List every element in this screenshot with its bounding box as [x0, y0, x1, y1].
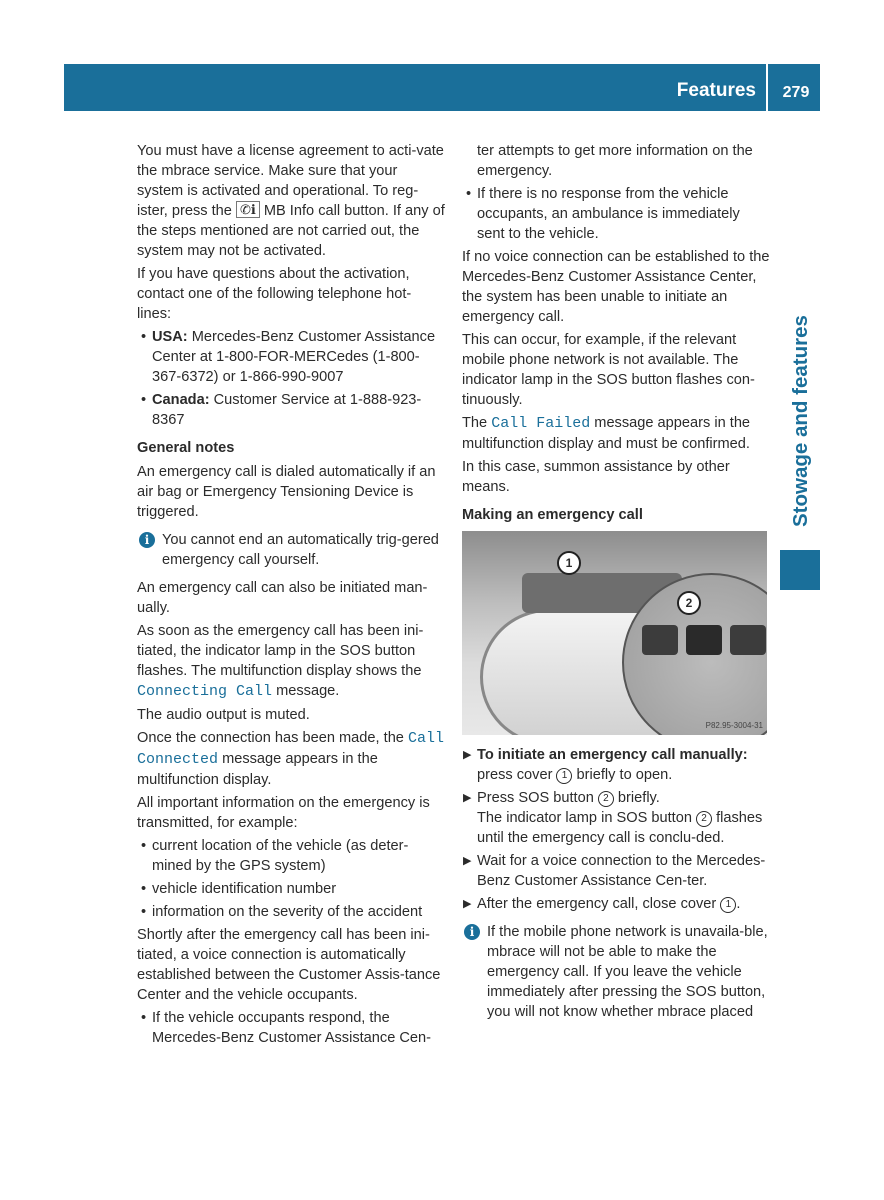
right-column — [462, 141, 770, 1030]
section-title: Features — [676, 80, 756, 101]
callout-2: 2 — [677, 591, 701, 615]
display-message: Call Failed — [491, 415, 591, 432]
list-item: • If the vehicle occupants respond, the Mercedes-Benz Customer Assistance Cen- — [137, 1008, 445, 1048]
paragraph-no-connection: If no voice connection can be established to the Mercedes-Benz Customer Assistance Center, the system has been unable to initiate an emergency call. — [462, 249, 770, 325]
instruction-step: ▶ Press SOS button 2 briefly. The indicator lamp in SOS button 2 flashes until the emergency call is conclu-ded. — [463, 790, 763, 846]
paragraph-connecting: As soon as the emergency call has been ini-tiated, the indicator lamp in the SOS button flashes. The multifunction display shows the Connecting Call message. — [137, 623, 424, 700]
paragraph-muted: The audio output is muted. — [137, 707, 310, 723]
heading-making-call: Making an emergency call — [462, 507, 643, 523]
paragraph-license: You must have a license agreement to acti-vate the mbrace service. Make sure that your system is activated and operational. To reg-ister, press the ✆ℹ MB Info call button. If any of the steps mentioned are not carried out, the system may not be activated. — [137, 143, 445, 259]
list-item-canada: • Canada: Customer Service at 1-888-923-8367 — [137, 390, 445, 430]
paragraph-voice-connection: Shortly after the emergency call has been ini-tiated, a voice connection is automatically established between the Customer Assis-tance Center and the vehicle occupants. — [137, 927, 441, 1003]
roadside-button-illustration — [730, 625, 766, 655]
paragraph-hotlines: If you have questions about the activation, contact one of the following telephone hot-lines: — [137, 266, 412, 322]
paragraph-transmitted: All important information on the emergency is transmitted, for example: — [137, 795, 430, 831]
display-message: Call Connected — [137, 730, 444, 768]
list-item: • information on the severity of the accident — [137, 902, 445, 922]
arrow-right-icon: ▶ — [463, 855, 472, 867]
mb-info-call-button-icon: ✆ℹ — [236, 201, 260, 218]
callout-ref: 2 — [598, 791, 614, 807]
heading-general-notes: General notes — [137, 440, 235, 456]
arrow-right-icon: ▶ — [463, 749, 472, 761]
paragraph-automatic-call: An emergency call is dialed automatically if an air bag or Emergency Tensioning Device is triggered. — [137, 464, 436, 520]
mb-info-button-illustration — [642, 625, 678, 655]
instruction-step: ▶ After the emergency call, close cover 1 . — [463, 896, 741, 912]
callout-1: 1 — [557, 551, 581, 575]
left-column — [137, 141, 445, 1051]
header-separator — [766, 64, 768, 111]
callout-ref: 1 — [720, 897, 736, 913]
overhead-control-panel-illustration — [462, 531, 767, 735]
page-number: 279 — [782, 84, 810, 101]
display-message: Connecting Call — [137, 683, 273, 700]
arrow-right-icon: ▶ — [463, 792, 472, 804]
list-item: • If there is no response from the vehicle occupants, an ambulance is immediately sent to the vehicle. — [462, 184, 770, 244]
info-icon: i — [464, 924, 480, 940]
sos-button-illustration — [686, 625, 722, 655]
instruction-step: ▶ To initiate an emergency call manually: press cover 1 briefly to open. — [463, 747, 748, 783]
list-item-usa: • USA: Mercedes-Benz Customer Assistance Center at 1-800-FOR-MERCedes (1-800-367-6372) or 1-866-990-9007 — [137, 327, 445, 387]
paragraph-manual-call: An emergency call can also be initiated man-ually. — [137, 580, 428, 616]
info-note: i If the mobile phone network is unavaila-ble, mbrace will not be able to make the emergency call. If you leave the vehicle immediately after pressing the SOS button, you will not know whether mbrace placed — [462, 922, 770, 1022]
chapter-tab-label: Stowage and features — [789, 315, 812, 527]
list-item: • current location of the vehicle (as deter-mined by the GPS system) — [137, 836, 445, 876]
arrow-right-icon: ▶ — [463, 898, 472, 910]
paragraph-continued: ter attempts to get more information on the emergency. — [477, 143, 753, 179]
info-note: i You cannot end an automatically trig-gered emergency call yourself. — [137, 530, 445, 570]
list-item: • vehicle identification number — [137, 879, 445, 899]
callout-ref: 1 — [556, 768, 572, 784]
paragraph-call-failed: The Call Failed message appears in the multifunction display and must be confirmed. — [462, 415, 751, 452]
chapter-tab-marker — [780, 550, 820, 590]
info-icon: i — [139, 532, 155, 548]
figure-code: P82.95-3004-31 — [705, 721, 763, 730]
callout-ref: 2 — [696, 811, 712, 827]
paragraph-network: This can occur, for example, if the relevant mobile phone network is not available. The indicator lamp in the SOS button flashes con-tinuously. — [462, 332, 755, 408]
paragraph-connected: Once the connection has been made, the Call Connected message appears in the multifunction display. — [137, 730, 444, 788]
instruction-step: ▶ Wait for a voice connection to the Mercedes-Benz Customer Assistance Cen-ter. — [463, 853, 766, 889]
paragraph-other-means: In this case, summon assistance by other means. — [462, 459, 730, 495]
